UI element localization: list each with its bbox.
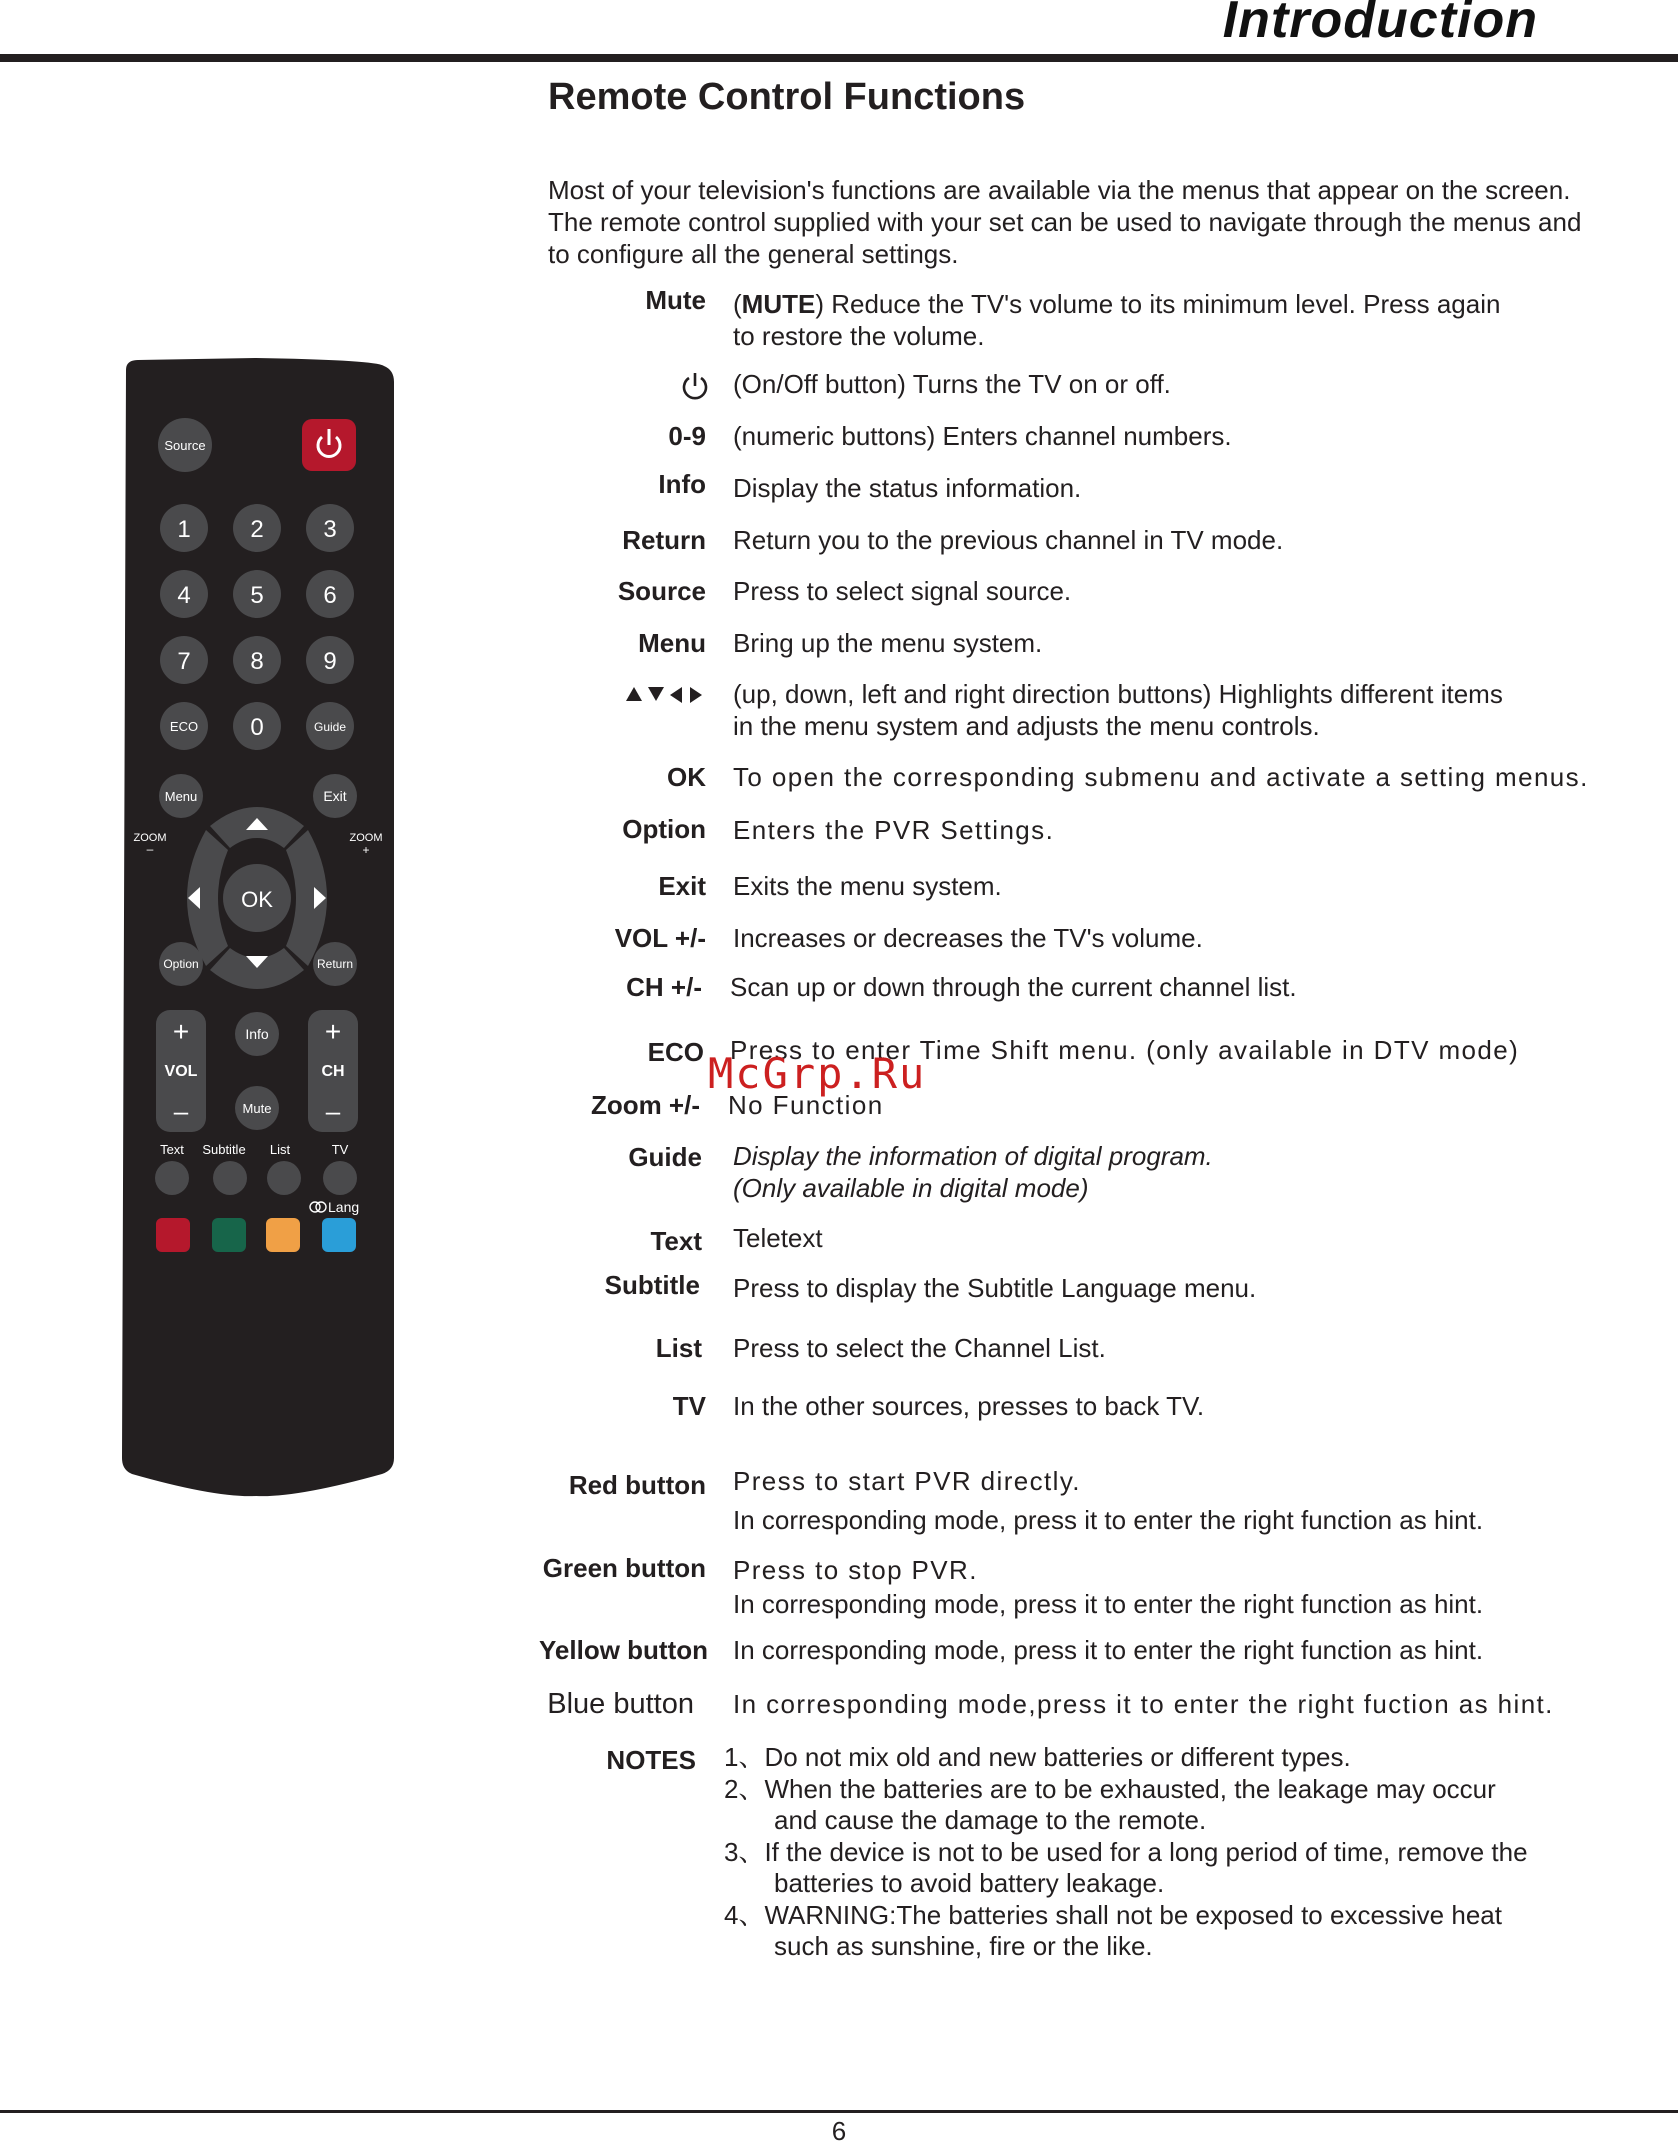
label-green: Green button (542, 1553, 706, 1583)
desc-direction (733, 678, 1503, 742)
ch-minus-sign: – (325, 1096, 341, 1126)
red-button[interactable] (156, 1218, 190, 1252)
digit-label: 0 (250, 714, 264, 741)
desc-zoom: No Function (728, 1090, 884, 1120)
desc-option: Enters the PVR Settings. (733, 815, 1055, 845)
desc-ch: Scan up or down through the current channel list. (730, 972, 1297, 1002)
note-item: and cause the damage to the remote. (774, 1805, 1207, 1835)
ch-label: CH (321, 1063, 345, 1080)
desc-mute-1: ) Reduce the TV's volume to its minimum level. Press again (815, 289, 1501, 319)
desc-ok: To open the corresponding submenu and activate a setting menus. (733, 762, 1589, 792)
digit-label: 6 (323, 582, 337, 609)
desc-source: Press to select signal source. (733, 576, 1072, 606)
footer-rule (0, 2110, 1678, 2113)
list-button[interactable] (267, 1161, 301, 1195)
desc-vol: Increases or decreases the TV's volume. (733, 923, 1203, 953)
source-button-label: Source (164, 438, 206, 453)
digit-label: 8 (250, 648, 264, 675)
eco-button-label: ECO (169, 719, 199, 734)
zoom-minus-sign: – (146, 842, 154, 856)
desc-yellow: In corresponding mode, press it to enter the right function as hint. (733, 1635, 1484, 1665)
label-return: Return (622, 525, 706, 555)
lang-label: Lang (328, 1199, 360, 1215)
digit-label: 2 (250, 516, 264, 543)
desc-numeric: (numeric buttons) Enters channel numbers. (733, 421, 1232, 451)
desc-mute: (MUTE) Reduce the TV's volume to its minimum level. Press again to restore the volume. (733, 289, 1501, 351)
desc-green-1: Press to stop PVR. (733, 1555, 978, 1585)
text-button[interactable] (155, 1161, 189, 1195)
label-numeric: 0-9 (668, 421, 706, 451)
green-button[interactable] (212, 1218, 246, 1252)
tv-button-label: TV (331, 1142, 349, 1157)
text-button-label: Text (160, 1142, 184, 1157)
desc-menu: Bring up the menu system. (733, 628, 1043, 658)
label-notes: NOTES (606, 1745, 696, 1775)
label-text: Text (650, 1226, 702, 1256)
desc-guide-2: (Only available in digital mode) (733, 1173, 1089, 1203)
vol-plus-sign: + (172, 1016, 190, 1047)
tv-button[interactable] (323, 1161, 357, 1195)
desc-mute-2: to restore the volume. (733, 321, 985, 351)
label-info: Info (658, 469, 706, 499)
desc-guide (733, 1140, 1213, 1204)
list-button-label: List (269, 1142, 291, 1157)
desc-eco: Press to enter Time Shift menu. (only available in DTV mode) (730, 1035, 1520, 1065)
desc-info: Display the status information. (733, 473, 1082, 503)
intro-paragraph: Most of your television's functions are available via the menus that appear on the screen. The remote control supplied with your set can be used to navigate through the menus and to configure all the general settings. (548, 175, 1582, 269)
info-button-label: Info (245, 1026, 269, 1042)
ok-button-label: OK (241, 887, 273, 912)
notes-list (724, 1742, 1528, 1963)
vol-label: VOL (164, 1063, 198, 1080)
note-item: 3、If the device is not to be used for a long period of time, remove the (724, 1836, 1528, 1867)
note-item: such as sunshine, fire or the like. (774, 1931, 1153, 1961)
label-ok: OK (667, 762, 706, 792)
exit-button-label: Exit (323, 788, 347, 804)
desc-subtitle: Press to display the Subtitle Language menu. (733, 1273, 1257, 1303)
label-blue: Blue button (547, 1688, 694, 1720)
zoom-minus-label: ZOOM (133, 832, 167, 844)
note-item: 4、WARNING:The batteries shall not be exposed to excessive heat (724, 1899, 1502, 1930)
desc-guide-1: Display the information of digital program. (733, 1141, 1213, 1171)
desc-return: Return you to the previous channel in TV mode. (733, 525, 1284, 555)
return-button-label: Return (316, 957, 354, 971)
desc-red-1: Press to start PVR directly. (733, 1466, 1081, 1496)
digit-label: 1 (177, 516, 191, 543)
digit-label: 3 (323, 516, 337, 543)
watermark: McGrp.Ru (708, 1049, 927, 1098)
vol-minus-sign: – (173, 1096, 189, 1126)
digit-label: 4 (177, 582, 191, 609)
label-menu: Menu (638, 628, 706, 658)
digit-label: 9 (323, 648, 337, 675)
menu-button-label: Menu (164, 789, 198, 804)
label-source: Source (617, 576, 706, 606)
power-icon (680, 372, 710, 402)
label-eco: ECO (647, 1037, 704, 1067)
label-tv: TV (672, 1391, 706, 1421)
label-subtitle: Subtitle (604, 1270, 700, 1300)
label-guide: Guide (628, 1142, 702, 1172)
zoom-plus-label: ZOOM (349, 832, 383, 844)
guide-button-label: Guide (313, 720, 347, 734)
label-zoom: Zoom +/- (590, 1090, 700, 1120)
desc-list: Press to select the Channel List. (733, 1333, 1106, 1363)
label-option: Option (622, 814, 706, 844)
label-mute: Mute (645, 285, 706, 315)
note-item: batteries to avoid battery leakage. (774, 1868, 1165, 1898)
label-exit: Exit (658, 871, 706, 901)
page-number: 6 (831, 2116, 847, 2146)
mute-button-label: Mute (242, 1101, 272, 1116)
label-ch: CH +/- (626, 972, 702, 1002)
label-yellow: Yellow button (539, 1635, 708, 1665)
desc-blue: In corresponding mode,press it to enter the right fuction as hint. (733, 1689, 1554, 1719)
note-item: 1、Do not mix old and new batteries or different types. (724, 1742, 1351, 1772)
blue-button[interactable] (322, 1218, 356, 1252)
page-title: Remote Control Functions (548, 76, 1026, 118)
label-red: Red button (568, 1470, 706, 1500)
desc-red-2: In corresponding mode, press it to enter the right function as hint. (733, 1505, 1484, 1535)
digit-label: 5 (250, 582, 264, 609)
subtitle-button-label: Subtitle (202, 1142, 246, 1157)
desc-exit: Exits the menu system. (733, 871, 1002, 901)
ch-plus-sign: + (324, 1016, 342, 1047)
zoom-plus-sign: + (362, 843, 370, 857)
remote-control-illustration (116, 358, 398, 1498)
yellow-button[interactable] (266, 1218, 300, 1252)
desc-direction-1: (up, down, left and right direction buttons) Highlights different items (733, 679, 1503, 709)
direction-arrows-icon (624, 681, 708, 709)
subtitle-button[interactable] (213, 1161, 247, 1195)
header-title: Introduction (1222, 0, 1538, 49)
desc-green-2: In corresponding mode, press it to enter the right function as hint. (733, 1589, 1484, 1619)
direction-pad (187, 807, 327, 989)
desc-red (733, 1465, 1081, 1497)
mute-bold: MUTE (741, 289, 816, 319)
option-button-label: Option (163, 957, 199, 971)
label-list: List (655, 1333, 702, 1363)
label-vol: VOL +/- (614, 923, 706, 953)
note-item: 2、When the batteries are to be exhausted, the leakage may occur (724, 1773, 1496, 1804)
desc-text: Teletext (733, 1223, 823, 1253)
desc-tv: In the other sources, presses to back TV. (733, 1391, 1205, 1421)
desc-direction-2: in the menu system and adjusts the menu controls. (733, 711, 1320, 741)
digit-label: 7 (177, 648, 191, 675)
header-rule (0, 54, 1678, 62)
desc-power: (On/Off button) Turns the TV on or off. (733, 369, 1171, 399)
